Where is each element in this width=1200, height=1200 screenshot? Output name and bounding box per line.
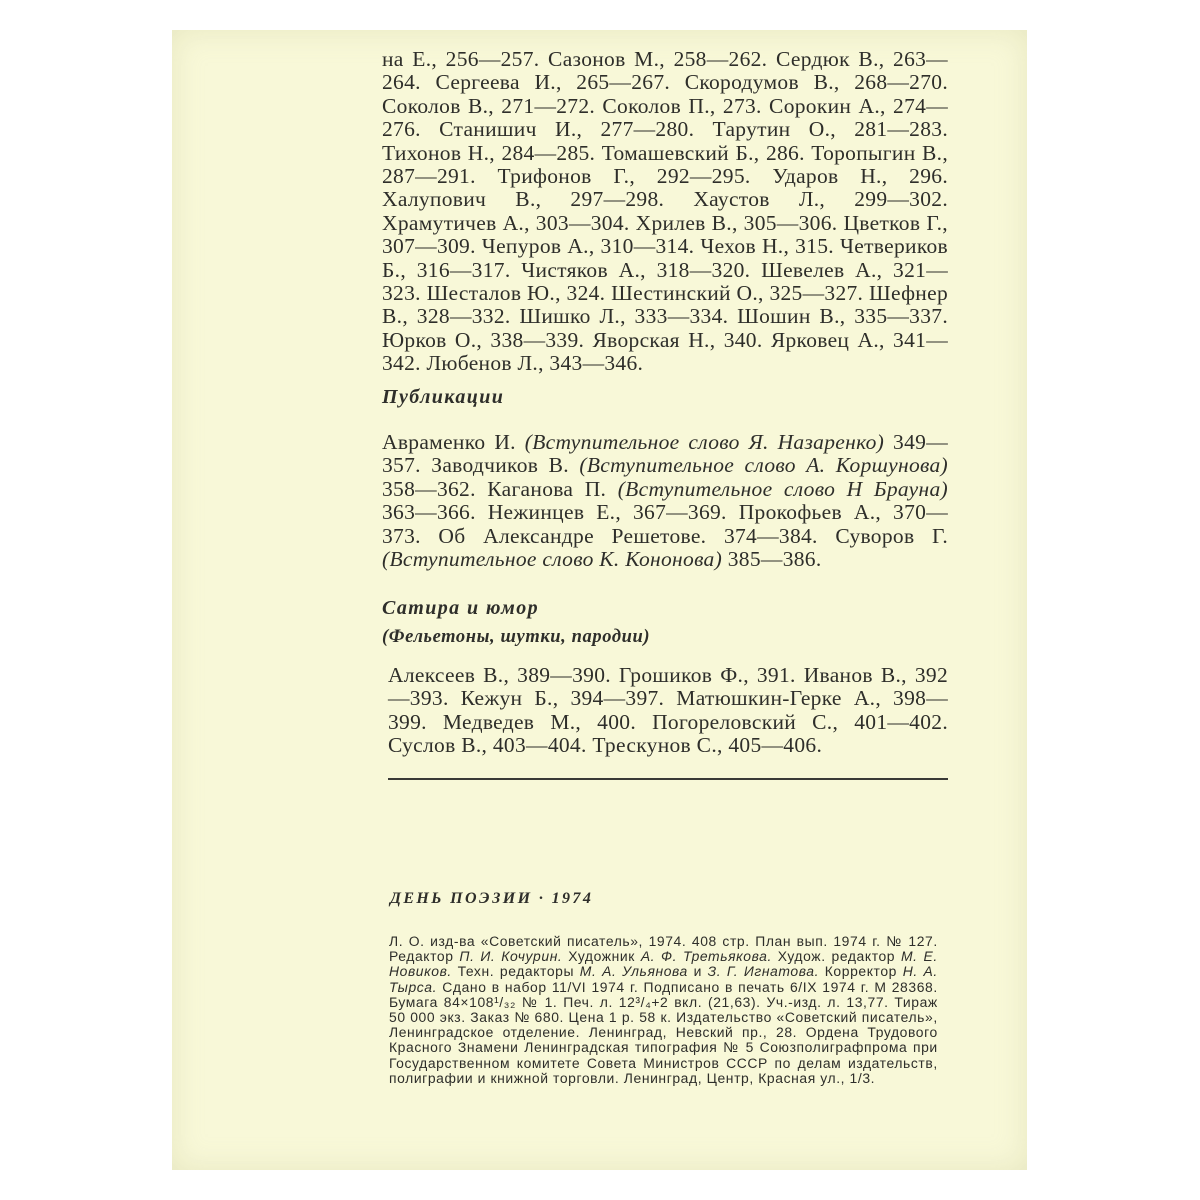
- divider-rule: [388, 778, 948, 780]
- satire-subheading: (Фельетоны, шутки, пародии): [382, 627, 651, 647]
- text-segment: 349—357. Заводчиков В.: [382, 430, 948, 478]
- text-segment: Художник: [562, 949, 641, 966]
- italic-segment: З. Г. Игнатова.: [707, 964, 820, 981]
- satire-heading: Сатира и юмор: [382, 597, 540, 619]
- italic-segment: (Вступительное слово А. Коршунова): [579, 453, 948, 478]
- satire-paragraph: Алексеев В., 389—390. Грошиков Ф., 391. Иванов В., 392—393. Кежун Б., 394—397. Матюшкин-Герке А., 398—399. Медведев М., 400. Погореловский С., 401—402. Суслов В., 403—404. Трескунов С., 405—406.: [388, 663, 948, 758]
- colophon-paragraph: [389, 935, 938, 1087]
- text-segment: Корректор: [819, 964, 903, 981]
- book-title: ДЕНЬ ПОЭЗИИ · 1974: [390, 890, 594, 907]
- italic-segment: (Вступительное слово Я. Назаренко): [524, 430, 885, 454]
- italic-segment: (Вступительное слово К. Кононова): [382, 547, 723, 572]
- italic-segment: М. Е. Новиков.: [389, 949, 938, 981]
- text-segment: 385—386.: [722, 547, 822, 572]
- italic-segment: А. Ф. Третьякова.: [640, 949, 772, 966]
- text-segment: Л. О. изд-ва «Советский писатель», 1974. 408 стр. План вып. 1974 г. № 127. Редактор: [389, 934, 938, 966]
- text-segment: 358—362. Каганова П.: [382, 476, 618, 501]
- publications-heading: Публикации: [382, 386, 505, 408]
- publications-paragraph: [382, 431, 948, 571]
- italic-segment: М. А. Ульянова: [579, 964, 688, 981]
- italic-segment: П. И. Кочурин.: [459, 949, 563, 966]
- text-segment: Худож. редактор: [771, 949, 902, 966]
- text-segment: и: [687, 964, 708, 981]
- text-segment: Авраменко И.: [382, 430, 525, 454]
- italic-segment: Н. А. Тырса.: [389, 964, 938, 996]
- italic-segment: (Вступительное слово Н Брауна): [617, 476, 948, 501]
- index-continued-paragraph: на Е., 256—257. Сазонов М., 258—262. Сердюк В., 263—264. Сергеева И., 265—267. Скородумов В., 268—270. Соколов В., 271—272. Соколов П., 273. Сорокин А., 274—276. Станишич И., 277—280. Тарутин О., 281—283. Тихонов Н., 284—285. Томашевский Б., 286. Торопыгин В., 287—291. Трифонов Г., 292—295. Ударов Н., 296. Халупович В., 297—298. Хаустов Л., 299—302. Храмутичев А., 303—304. Хрилев В., 305—306. Цветков Г., 307—309. Чепуров А., 310—314. Чехов Н., 315. Четвериков Б., 316—317. Чистяков А., 318—320. Шевелев А., 321—323. Шесталов Ю., 324. Шестинский О., 325—327. Шефнер В., 328—332. Шишко Л., 333—334. Шошин В., 335—337. Юрков О., 338—339. Яворская Н., 340. Ярковец А., 341—342. Любенов Л., 343—346.: [382, 47, 948, 376]
- text-segment: Техн. редакторы: [451, 964, 580, 981]
- text-segment: Сдано в набор 11/VI 1974 г. Подписано в печать 6/IX 1974 г. М 28368. Бумага 84×108¹/₃₂ № 1. Печ. л. 12³/₄+2 вкл. (21,63). Уч.-изд. л. 13,77. Тираж 50 000 экз. Заказ № 680. Цена 1 р. 58 к. Издательство «Советский писатель», Ленинградское отделение. Ленинград, Невский пр., 28. Ордена Трудового Красного Знамени Ленинградская типография № 5 Союзполиграфпрома при Государственном комитете Совета Министров СССР по делам издательств, полиграфии и книжной торговли. Ленинград, Центр, Красная ул., 1/3.: [389, 979, 938, 1087]
- text-segment: 363—366. Нежинцев Е., 367—369. Прокофьев А., 370—373. Об Александре Решетове. 374—384. Суворов Г.: [382, 500, 948, 548]
